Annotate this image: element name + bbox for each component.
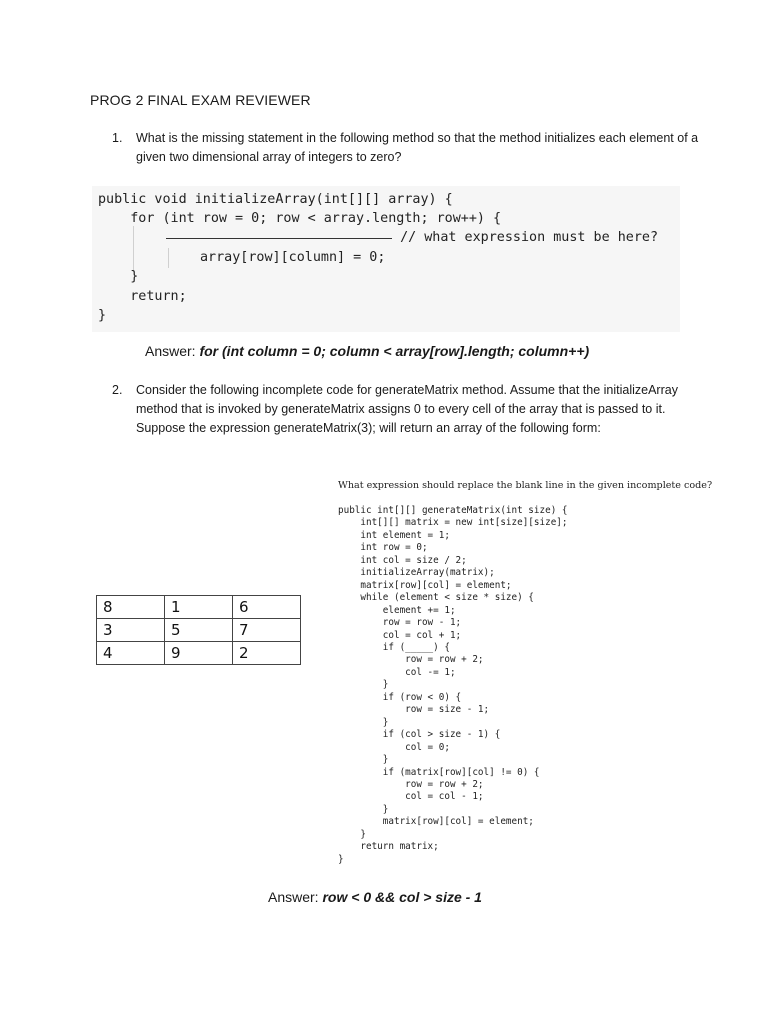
code-line: }	[98, 308, 107, 323]
question-number: 1.	[112, 131, 123, 145]
code-line: array[row][column] = 0;	[200, 250, 386, 265]
answer-value: for (int column = 0; column < array[row].length; column++)	[199, 343, 590, 359]
code-line: for (int row = 0; row < array.length; row++) {	[98, 211, 502, 226]
question-text: Consider the following incomplete code for generateMatrix method. Assume that the initializeArray method that is invoked by generateMatrix assigns 0 to every cell of the array that is passed to it. Suppose the expression generateMatrix(3); will return an array of the following form:	[136, 383, 678, 435]
code-line	[166, 230, 658, 245]
answer-label: Answer:	[268, 889, 319, 905]
table-cell: 1	[165, 596, 233, 619]
question-text: What is the missing statement in the following method so that the method initializes each element of a given two dimensional array of integers to zero?	[136, 131, 699, 164]
code-block-generate-matrix	[338, 480, 713, 866]
answer-2	[268, 889, 482, 905]
table-cell: 8	[97, 596, 165, 619]
table-row	[97, 642, 301, 665]
code-line: }	[98, 269, 139, 284]
table-cell: 4	[97, 642, 165, 665]
answer-label: Answer:	[145, 343, 196, 359]
table-row	[97, 619, 301, 642]
table-row	[97, 596, 301, 619]
code-block-initialize-array	[92, 186, 680, 332]
table-cell: 6	[233, 596, 301, 619]
question-number: 2.	[112, 383, 123, 397]
table-cell: 2	[233, 642, 301, 665]
indent-guide	[168, 248, 169, 268]
code-listing: public int[][] generateMatrix(int size) { int[][] matrix = new int[size][size]; int element = 1; int row = 0; int col = size / 2; initializeArray(matrix); matrix[row][col] = element; while (element < size * size) { element += 1; row = row - 1; col = col + 1; if (_____) { row = row + 2; col -= 1; } if (row < 0) { row = size - 1; } if (col > size - 1) { col = 0; } if (matrix[row][col] != 0) { row = row + 2; col = col - 1; } matrix[row][col] = element; } return matrix; }	[338, 505, 568, 865]
code-line: return;	[98, 289, 187, 304]
answer-value: row < 0 && col > size - 1	[322, 889, 482, 905]
question-1	[112, 129, 702, 167]
document-title: PROG 2 FINAL EXAM REVIEWER	[90, 92, 311, 108]
table-cell: 7	[233, 619, 301, 642]
answer-1	[145, 343, 589, 359]
code-comment: // what expression must be here?	[400, 230, 659, 245]
magic-square-table	[96, 595, 301, 665]
table-cell: 5	[165, 619, 233, 642]
code-line: public void initializeArray(int[][] array) {	[98, 192, 453, 207]
indent-guide	[133, 226, 134, 272]
question-2	[112, 381, 702, 438]
code-prompt: What expression should replace the blank line in the given incomplete code?	[338, 480, 713, 491]
blank-line	[166, 237, 392, 239]
table-cell: 9	[165, 642, 233, 665]
table-cell: 3	[97, 619, 165, 642]
